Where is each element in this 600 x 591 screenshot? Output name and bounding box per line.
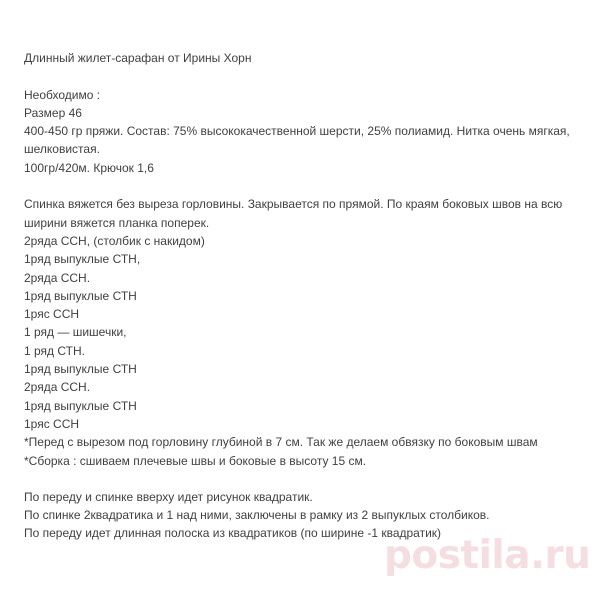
row-instruction: 2ряда ССН. [24,380,91,395]
row-instruction: 1 ряд СТН. [24,343,85,358]
pattern-line-3: По переду идет длинная полоска из квадратиков (по ширине -1 квадратик) [24,526,442,541]
back-intro-line-1: Спинка вяжется без выреза горловины. Закрывается по прямой. По краям боковых швов на всю [24,197,563,212]
row-instruction: 1ряс ССН [24,416,80,431]
row-instruction: 2ряда ССН, (столбик с накидом) [24,233,205,248]
materials-yarn-line-1: 400-450 гр пряжи. Состав: 75% высококачественной шерсти, 25% полиамид. Нитка очень мягкая, [24,124,570,139]
back-intro-line-2: ширини вяжется планка поперек. [24,215,210,230]
row-instruction: 1ряс ССН [24,307,80,322]
materials-yarn-line-3: 100гр/420м. Крючок 1,6 [24,160,154,175]
article-body [24,49,572,543]
row-instruction: 1ряд выпуклые СТН [24,362,137,377]
pattern-line-2: По спинке 2квадратика и 1 над ними, заключены в рамку из 2 выпуклых столбиков. [24,508,490,523]
materials-size: Размер 46 [24,105,82,120]
materials-heading: Необходимо : [24,87,101,102]
note-front: *Перед с вырезом под горловину глубиной в 7 см. Так же делаем обвязку по боковым швам [24,435,538,450]
row-instruction: 1ряд выпуклые СТН [24,288,137,303]
spacer [24,67,572,85]
article-title: Длинный жилет-сарафан от Ирины Хорн [24,51,252,65]
note-assembly: *Сборка : сшиваем плечевые швы и боковые в высоту 15 см. [24,453,367,468]
row-instruction: 1ряд выпуклые СТН [24,398,137,413]
pattern-line-1: По переду и спинке вверху идет рисунок квадратик. [24,489,313,504]
spacer [24,177,572,195]
spacer [24,470,572,488]
materials-yarn-line-2: шелковистая. [24,142,100,157]
row-instruction: 2ряда ССН. [24,270,91,285]
postila-watermark [384,527,590,583]
watermark-text: postila.ru [384,532,591,578]
row-instruction: 1 ряд — шишечки, [24,325,127,340]
row-instruction: 1ряд выпуклые СТН, [24,252,141,267]
